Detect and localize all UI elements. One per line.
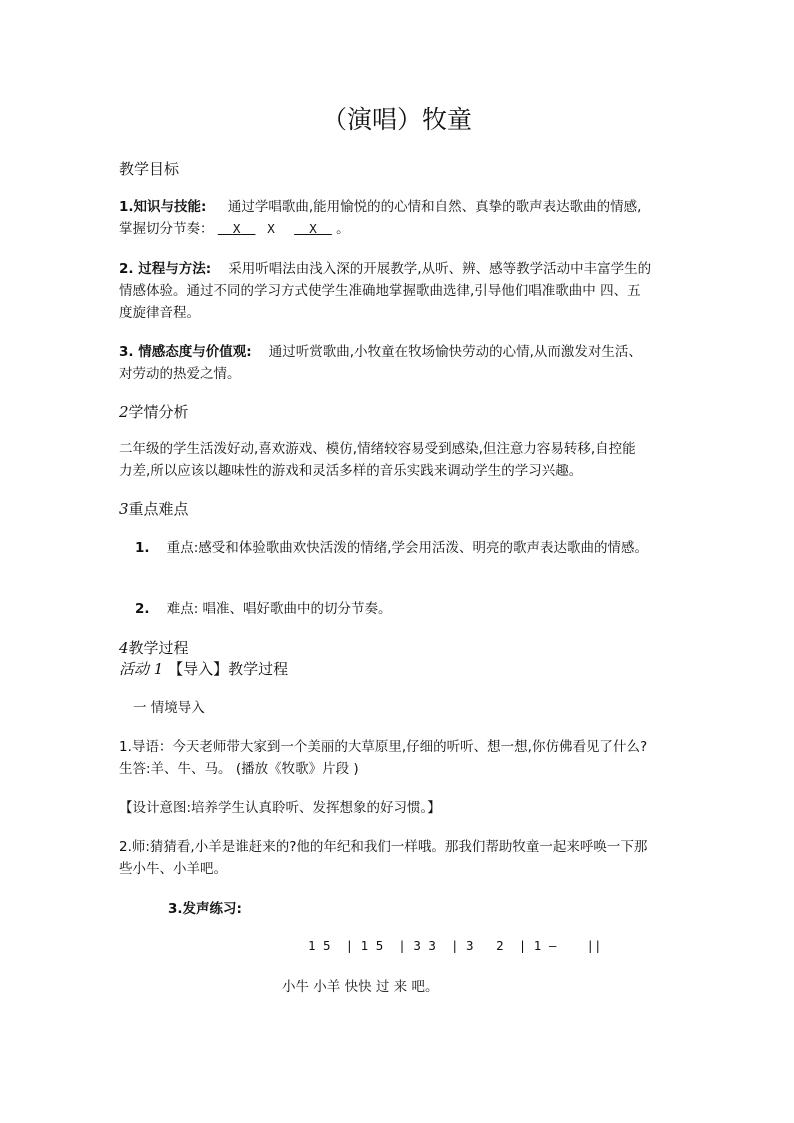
intro-line-1: 1.导语：今天老师带大家到一个美丽的大草原里,仔细的听听、想一想,你仿佛看见了什么?: [119, 739, 648, 755]
section-4-title: 教学过程: [128, 639, 189, 657]
goal-3-text-1: 通过听赏歌曲,小牧童在牧场愉快劳动的心情,从而激发对生活、: [268, 344, 642, 360]
key-point-2: [135, 598, 392, 620]
music-notation: 1 5 | 1 5 | 3 3 | 3 2 | 1 – ||: [308, 938, 602, 953]
section-4-number: 4: [119, 639, 129, 657]
goal-1-text: 通过学唱歌曲,能用愉悦的的心情和自然、真挚的歌声表达歌曲的情感,: [227, 199, 642, 215]
activity-prefix: 活动 1: [119, 660, 164, 678]
design-intent: 【设计意图:培养学生认真聆听、发挥想象的好习惯。】: [119, 800, 441, 816]
goal-1-line-2: [119, 218, 350, 240]
page-title: （演唱）牧童: [321, 105, 472, 134]
goal-1-line-1: [119, 196, 641, 218]
goal-1-rhythm-label: 掌握切分节奏：: [119, 221, 214, 237]
goal-3-line-2: 对劳动的热爱之情。: [119, 366, 241, 382]
goal-3-label: 3. 情感态度与价值观:: [119, 344, 252, 360]
vocal-practice-label: 3.发声练习:: [168, 901, 242, 917]
analysis-line-2: 力差,所以应该以趣味性的游戏和灵活多样的音乐实践来调动学生的学习兴趣。: [119, 463, 583, 479]
goal-2-text-1: 采用听唱法由浅入深的开展教学,从听、辨、感等教学活动中丰富学生的: [228, 261, 652, 277]
section-heading-analysis: [119, 401, 189, 422]
activity-title: 【导入】教学过程: [168, 660, 289, 678]
goal-2-line-3: 度旋律音程。: [119, 305, 200, 321]
section-2-title: 学情分析: [128, 403, 189, 421]
key-point-1-text: 重点:感受和体验歌曲欢快活泼的情绪,学会用活泼、明亮的歌声表达歌曲的情感。: [166, 540, 649, 556]
step-scenario-intro: 一 情境导入: [133, 700, 205, 716]
goal-2-label: 2. 过程与方法:: [119, 261, 212, 277]
goal-3-line-1: [119, 341, 642, 363]
key-point-1: [135, 537, 648, 559]
section-heading-process: [119, 637, 189, 658]
rhythm-note-1: X: [232, 221, 241, 236]
teacher-line-1: 2.师:猜猜看,小羊是谁赶来的?他的年纪和我们一样哦。那我们帮助牧童一起来呼唤一下那: [119, 839, 648, 855]
key-point-2-text: 难点: 唱准、唱好歌曲中的切分节奏。: [166, 601, 392, 617]
section-3-number: 3: [119, 500, 129, 518]
section-3-title: 重点难点: [128, 500, 189, 518]
section-heading-objectives: 教学目标: [119, 160, 180, 178]
rhythm-note-2: X: [267, 221, 275, 236]
goal-2-line-2: 情感体验。通过不同的学习方式使学生准确地掌握歌曲选律,引导他们唱准歌曲中 四、五: [119, 283, 641, 299]
section-2-number: 2: [119, 403, 129, 421]
lyrics-line: 小牛 小羊 快快 过 来 吧。: [282, 979, 439, 995]
activity-heading: [119, 658, 288, 679]
rhythm-note-3: X: [309, 221, 317, 236]
key-point-1-number: 1.: [135, 540, 150, 556]
goal-2-line-1: [119, 258, 651, 280]
teacher-line-2: 些小牛、小羊吧。: [119, 861, 227, 877]
key-point-2-number: 2.: [135, 601, 150, 617]
goal-1-label: 1.知识与技能:: [119, 199, 207, 215]
section-heading-key-points: [119, 498, 189, 519]
intro-line-2: 生答:羊、牛、马。 (播放《牧歌》片段 ): [119, 761, 359, 777]
goal-1-end: 。: [336, 221, 350, 237]
analysis-line-1: 二年级的学生活泼好动,喜欢游戏、模仿,情绪较容易受到感染,但注意力容易转移,自控能: [119, 441, 636, 457]
